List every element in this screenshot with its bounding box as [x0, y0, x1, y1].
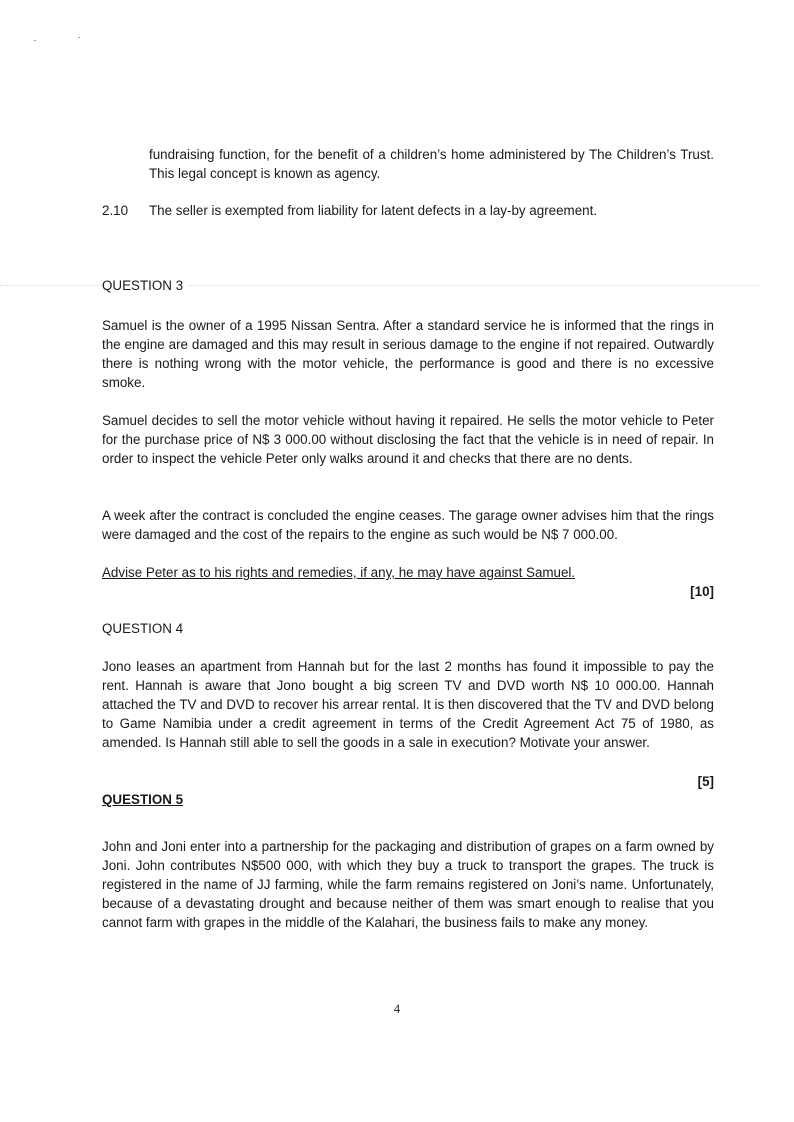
question-4-heading: QUESTION 4 — [102, 621, 184, 636]
item-text: The seller is exempted from liability for latent defects in a lay-by agreement. — [149, 203, 598, 218]
question-3-paragraph-1: Samuel is the owner of a 1995 Nissan Sentra. After a standard service he is informed that the rings in the engine are damaged and this may result in serious damage to the engine if not repaired. Outwardly there is nothing wrong with the motor vehicle, the performance is good and there is no excessive smoke. — [102, 318, 714, 390]
question-3-heading: QUESTION 3 — [102, 276, 189, 295]
scan-speck — [34, 40, 36, 41]
question-3-paragraph-2: Samuel decides to sell the motor vehicle without having it repaired. He sells the motor vehicle to Peter for the purchase price of N$ 3 000.00 without disclosing the fact that the vehicle is in need of repair. In order to inspect the vehicle Peter only walks around it and checks that there are no dents. — [102, 413, 714, 466]
page-number: 4 — [393, 1002, 401, 1016]
question-3-marks: [10] — [690, 584, 714, 599]
scan-speck — [78, 37, 80, 38]
question-5-heading: QUESTION 5 — [102, 792, 184, 807]
item-number: 2.10 — [102, 203, 129, 218]
question-3-paragraph-3: A week after the contract is concluded the engine ceases. The garage owner advises him that the rings were damaged and the cost of the repairs to the engine as such would be N$ 7 000.00. — [102, 508, 714, 542]
question-4-paragraph: Jono leases an apartment from Hannah but for the last 2 months has found it impossible to pay the rent. Hannah is aware that Jono bought a big screen TV and DVD worth N$ 10 000.00. Hannah attached the TV and DVD to recover his arrear rental. It is then discovered that the TV and DVD belong to Game Namibia under a credit agreement in terms of the Credit Agreement Act 75 of 1980, as amended. Is Hannah still able to sell the goods in a sale in execution? Motivate your answer. — [102, 659, 714, 750]
question-3-instruction: Advise Peter as to his rights and remedies, if any, he may have against Samuel. — [102, 565, 576, 580]
continuation-paragraph: fundraising function, for the benefit of a children’s home administered by The Children’s Trust. This legal concept is known as agency. — [149, 147, 714, 181]
question-5-paragraph: John and Joni enter into a partnership for the packaging and distribution of grapes on a farm owned by Joni. John contributes N$500 000, with which they buy a truck to transport the grapes. The truck is registered in the name of JJ farming, while the farm remains registered on Joni’s name. Unfortunately, because of a devastating drought and because neither of them was smart enough to realise that you cannot farm with grapes in the middle of the Kalahari, the business fails to make any money. — [102, 839, 714, 930]
question-4-marks: [5] — [697, 774, 714, 789]
